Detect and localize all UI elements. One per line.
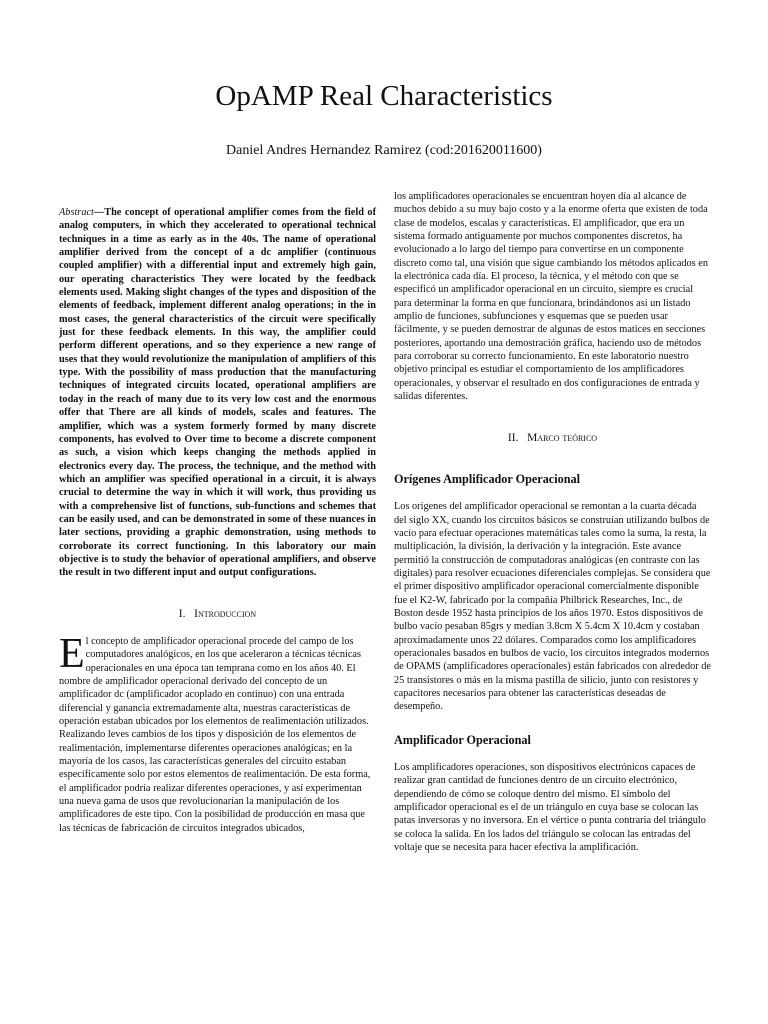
intro-continuation: los amplificadores operacionales se encuentran hoyen día al alcance de muchos debido a su muy bajo costo y a la enorme oferta que existen de toda clase de modelos, escalas y características. El amplificador, que era un sistema formado antiguamente por muchos componentes discretos, ha evolucionado a lo largo del tiempo para convertirse en un componente discreto como tal, una visión que sigue cambiando los métodos aplicados en la electrónica cada día. El proceso, la técnica, y el método con que se especificó un amplificador operacional en un circuito, siempre es crucial para determinar la forma en que funcionara, brindándonos así un listado amplio de funciones, subfunciones y esquemas que se pueden usar fácilmente, y se pueden demostrar de algunas de estos matices en secciones posteriores, aportando una demostración gráfica, haciendo uso de métodos para corroborar su correcto funcionamiento. En este laboratorio nuestro objetivo principal es estudiar el comportamiento de los amplificadores operacionales, y observar el resultado en dos configuraciones de entrada y salidas diferentes. xyxy=(394,191,708,403)
section-title-initial: I xyxy=(194,607,198,620)
section-title-rest: arco teórico xyxy=(537,431,598,444)
intro-paragraph xyxy=(59,630,376,835)
section-numeral: II. xyxy=(507,431,519,444)
drop-cap: E xyxy=(59,630,85,677)
section-heading-marco-teorico xyxy=(394,432,711,445)
section-numeral: I. xyxy=(178,607,186,620)
origenes-paragraph: Los orígenes del amplificador operacional se remontan a la cuarta década del siglo XX, cuando los circuitos básicos se construían utilizando bulbos de vacío para efectuar operaciones matemáticas tales como la suma, la resta, la multiplicación, la división, la derivación y la integración. Este avance permitió la construcción de computadoras analógicas (en contraste con las digitales) para resolver ecuaciones diferenciales complejas. Se considera que el primer dispositivo amplificador operacional comercialmente disponible fue el K2-W, fabricado por la compañía Philbrick Researches, Inc., de Boston desde 1952 hasta principios de los años 1970. Estos dispositivos de bulbo vacío pesaban 85grs y median 3.8cm X 5.4cm X 10.4cm y costaban aproximadamente unos 22 dólares. Comparados como los amplificadores operacionales basados en bulbos de vacío, los circuitos integrados modernos de OPAMS (amplificadores operacionales) están fabricados con alrededor de 25 transistores o más en la misma pastilla de silicio, junto con resistores y capacitores necesarios para obtener las características deseadas de desempeño. xyxy=(394,501,711,713)
abstract-label: Abstract xyxy=(59,207,94,218)
subheading-origenes: Orígenes Amplificador Operacional xyxy=(394,471,580,486)
right-column xyxy=(394,190,711,854)
section-heading-introduccion xyxy=(59,608,376,621)
left-column xyxy=(59,206,376,835)
intro-text: l concepto de amplificador operacional procede del campo de los computadores analógicos, en los que aceleraron a técnicas técnicas operacionales en una época tan temprana como en los años 40. El nombre de amplificador operacional derivado del concepto de un amplificador dc (amplificador acoplado en continuo) con una entrada diferencial y ganancia extremadamente alta, nuestras características de operación estaban ubicados por los elementos de realimentación utilizados. Realizando leves cambios de los tipos y disposición de los elementos de realimentación, implementarse diferentes operaciones analógicas; en la mayoría de los casos, las características generales del circuito estaban específicamente solo por estos elementos de realimentación. De esta forma, el amplificador podría realizar diferentes operaciones, y así experimentan una nueva gama de usos que revolucionarían la manipulación de los amplificadores de este tipo. Con la posibilidad de producción en masa que las técnicas de fabricación de circuitos integrados ubicados, xyxy=(59,635,371,834)
abstract xyxy=(59,206,376,580)
section-title-initial: M xyxy=(527,431,538,444)
author-line: Daniel Andres Hernandez Ramirez (cod:201620011600) xyxy=(226,143,542,158)
paper-title: OpAMP Real Characteristics xyxy=(215,80,553,112)
amplificador-paragraph: Los amplificadores operaciones, son dispositivos electrónicos capaces de realizar gran cantidad de funciones dentro de un circuito electrónico, dependiendo de cómo se coloque dentro del mismo. El símbolo del amplificador operacional es el de un triángulo en cuya base se colocan las patas inversoras y no inversora. En el vértice o punta contraria del triángulo se coloca la salida. En los lados del triángulo se colocan las entradas del voltaje que se necesita para hacer efectiva la amplificación. xyxy=(394,762,706,854)
subheading-amplificador: Amplificador Operacional xyxy=(394,732,531,747)
section-title-rest: ntroduccion xyxy=(197,607,257,620)
abstract-text: —The concept of operational amplifier comes from the field of analog computers, in which they accelerated to operational technical techniques in a time as early as in the 40s. The name of operational amplifier derived from the concept of a dc amplifier (continuous coupled amplifier) with a differential input and extremely high gain, our operating characteristics They were located by the feedback elements used. Making slight changes of the types and disposition of the elements of feedback, implement different analog operations; in the in most cases, the general characteristics of the circuit were specifically just for these feedback elements. In this way, the amplifier could perform different operations, and so they experience a new range of uses that they would revolutionize the manipulation of amplifiers of this type. With the possibility of mass production that the manufacturing techniques of integrated circuits located, operational amplifiers are today in the reach of many due to its very low cost and the enormous offer that There are all kinds of models, scales and features. The amplifier, which was a system formerly formed by many discrete components, has evolved to Over time to become a discrete component as such, a vision which keeps changing the methods applied in electronics every day. The process, the technique, and the method with which an amplifier was specified operational in a circuit, it is always crucial to determine the way in which it will work, thus providing us with a comprehensive list of functions, sub-functions and schemes that can be easily used, and can be demonstrated in some of these nuances in later sections, providing a graphic demonstration, using methods to corroborate its correct functioning. In this laboratory our main objective is to study the behavior of operational amplifiers, and observe the result in two different input and output configurations. xyxy=(59,207,376,579)
